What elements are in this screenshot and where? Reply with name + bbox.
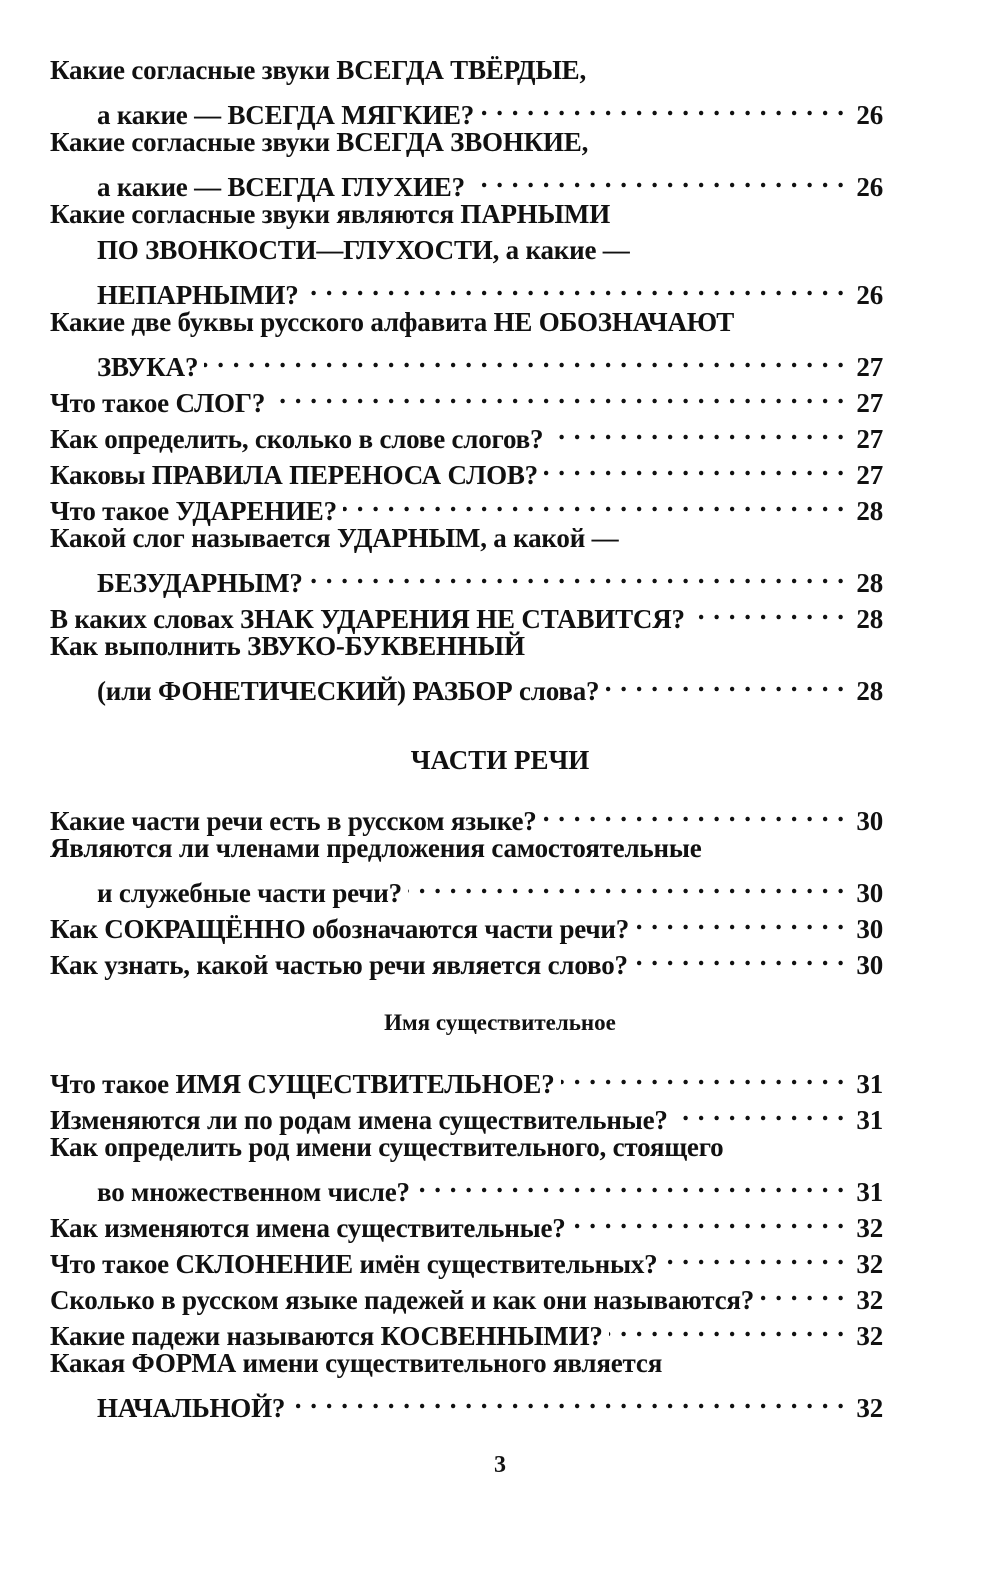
page-ref: 32 xyxy=(856,1249,883,1279)
toc-entry-line: Являются ли членами предложения самостоятельные xyxy=(50,833,702,863)
page-ref: 27 xyxy=(856,424,883,454)
dot-leader xyxy=(544,448,845,484)
toc-entry-line: Каковы ПРАВИЛА ПЕРЕНОСА СЛОВ? . . . 27 xyxy=(50,448,883,484)
toc-entry-line: Как определить, сколько в слове слогов? . . . 27 xyxy=(50,412,883,448)
dot-leader xyxy=(416,1165,845,1201)
dot-leader xyxy=(609,1309,845,1345)
toc-entry-line: Что такое СКЛОНЕНИЕ имён существительных? . . . 32 xyxy=(50,1237,883,1273)
page-ref: 32 xyxy=(856,1285,883,1315)
dot-leader xyxy=(543,794,845,830)
toc-entry-line: НАЧАЛЬНОЙ? . . . 32 xyxy=(97,1381,883,1417)
dot-leader xyxy=(549,412,845,448)
toc-entry-line: Сколько в русском языке падежей и как они называются? . . . 32 xyxy=(50,1273,883,1309)
dot-leader xyxy=(561,1057,845,1093)
page-ref: 32 xyxy=(856,1393,883,1423)
page-ref: 26 xyxy=(856,100,883,130)
dot-leader xyxy=(271,376,845,412)
page-ref: 30 xyxy=(856,914,883,944)
page-ref: 32 xyxy=(856,1213,883,1243)
page-ref: 28 xyxy=(856,604,883,634)
dot-leader xyxy=(663,1237,845,1273)
toc-entry-line: Как СОКРАЩЁННО обозначаются части речи? . . . 30 xyxy=(50,902,883,938)
toc-entry-line: Какой слог называется УДАРНЫМ, а какой — xyxy=(50,523,619,553)
toc-entry-line: ЗВУКА? . . . 27 xyxy=(97,340,883,376)
toc-entry-line: Как выполнить ЗВУКО-БУКВЕННЫЙ xyxy=(50,631,525,661)
dot-leader xyxy=(408,866,845,902)
page-ref: 32 xyxy=(856,1321,883,1351)
page-ref: 28 xyxy=(856,568,883,598)
page-ref: 26 xyxy=(856,280,883,310)
toc-entry-line: НЕПАРНЫМИ? . . . 26 xyxy=(97,268,883,304)
page-ref: 30 xyxy=(856,806,883,836)
subsection-heading: Имя существительное xyxy=(384,1010,616,1035)
dot-leader xyxy=(674,1093,845,1129)
toc-entry-line: Какие согласные звуки являются ПАРНЫМИ xyxy=(50,199,611,229)
dot-leader xyxy=(760,1273,845,1309)
dot-leader xyxy=(343,484,845,520)
toc-entry-line: а какие — ВСЕГДА ГЛУХИЕ? . . . 26 xyxy=(97,160,883,196)
toc-entry-line: В каких словах ЗНАК УДАРЕНИЯ НЕ СТАВИТСЯ? . . . 28 xyxy=(50,592,883,628)
toc-entry-line: Как определить род имени существительного, стоящего xyxy=(50,1132,724,1162)
section-heading: ЧАСТИ РЕЧИ xyxy=(410,745,590,775)
toc-entry-line: а какие — ВСЕГДА МЯГКИЕ? . . . 26 xyxy=(97,88,883,124)
dot-leader xyxy=(204,340,845,376)
dot-leader xyxy=(572,1201,845,1237)
dot-leader xyxy=(291,1381,845,1417)
page-ref: 28 xyxy=(856,496,883,526)
toc-entry-line: и служебные части речи? . . . 30 xyxy=(97,866,883,902)
toc-entry-line: во множественном числе? . . . 31 xyxy=(97,1165,883,1201)
page-ref: 28 xyxy=(856,676,883,706)
dot-leader xyxy=(471,160,845,196)
toc-entry-line: Как изменяются имена существительные? . . . 32 xyxy=(50,1201,883,1237)
dot-leader xyxy=(691,592,845,628)
toc-entry-line: Какие согласные звуки ВСЕГДА ЗВОНКИЕ, xyxy=(50,127,589,157)
toc-entry-line: Что такое СЛОГ? . . . 27 xyxy=(50,376,883,412)
toc-entry-line: (или ФОНЕТИЧЕСКИЙ) РАЗБОР слова? . . . 28 xyxy=(97,664,883,700)
dot-leader xyxy=(634,938,845,974)
page-ref: 27 xyxy=(856,388,883,418)
toc-entry-line: Какая ФОРМА имени существительного является xyxy=(50,1348,663,1378)
dot-leader xyxy=(635,902,845,938)
page-ref: 31 xyxy=(856,1105,883,1135)
page-number: 3 xyxy=(494,1452,506,1478)
toc-entry-line: Какие падежи называются КОСВЕННЫМИ? . . . 32 xyxy=(50,1309,883,1345)
dot-leader xyxy=(480,88,845,124)
toc-entry-line: Что такое ИМЯ СУЩЕСТВИТЕЛЬНОЕ? . . . 31 xyxy=(50,1057,883,1093)
page-ref: 27 xyxy=(856,352,883,382)
toc-entry-line: Какие части речи есть в русском языке? . . . 30 xyxy=(50,794,883,830)
toc-entry-line: ПО ЗВОНКОСТИ—ГЛУХОСТИ, а какие — xyxy=(97,235,630,265)
dot-leader xyxy=(305,268,845,304)
page-ref: 27 xyxy=(856,460,883,490)
toc-entry-line: Как узнать, какой частью речи является слово? . . . 30 xyxy=(50,938,883,974)
dot-leader xyxy=(605,664,845,700)
page-ref: 31 xyxy=(856,1069,883,1099)
page-ref: 30 xyxy=(856,878,883,908)
toc-entry-line: Изменяются ли по родам имена существительные? . . . 31 xyxy=(50,1093,883,1129)
page-ref: 26 xyxy=(856,172,883,202)
page-ref: 31 xyxy=(856,1177,883,1207)
page-ref: 30 xyxy=(856,950,883,980)
toc-entry-line: БЕЗУДАРНЫМ? . . . 28 xyxy=(97,556,883,592)
toc-entry-line: Какие две буквы русского алфавита НЕ ОБОЗНАЧАЮТ xyxy=(50,307,735,337)
toc-entry-line: Какие согласные звуки ВСЕГДА ТВЁРДЫЕ, xyxy=(50,55,587,85)
toc-entry-line: Что такое УДАРЕНИЕ? . . . 28 xyxy=(50,484,883,520)
dot-leader xyxy=(309,556,845,592)
